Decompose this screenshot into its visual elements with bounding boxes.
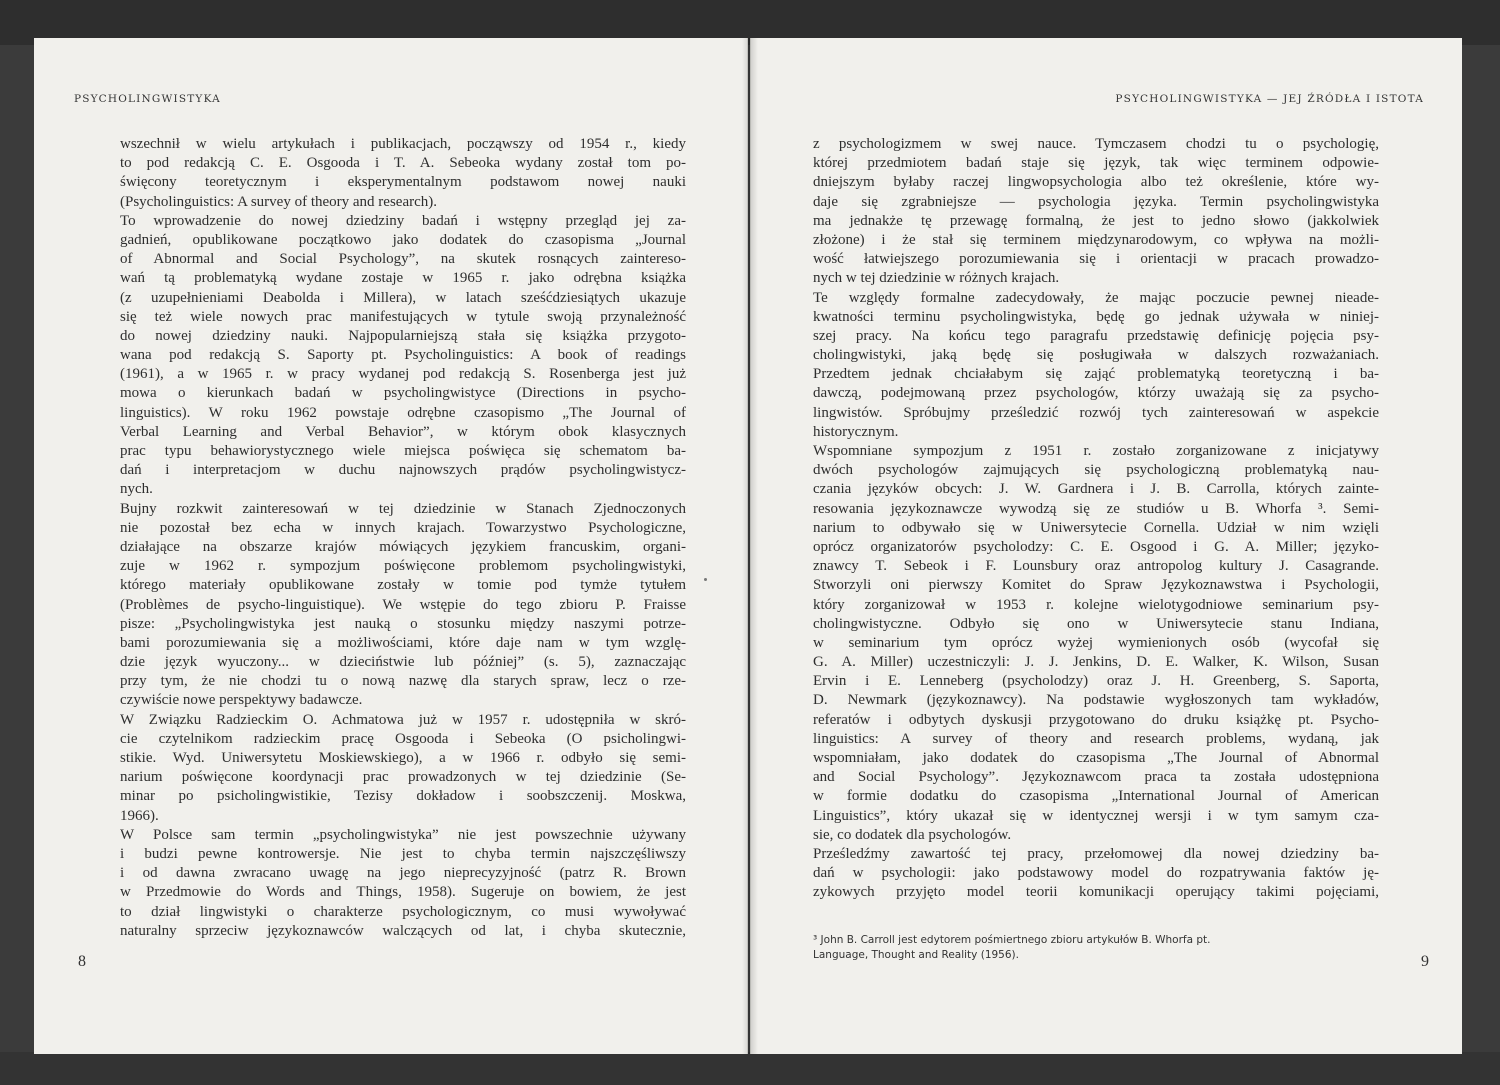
- scan-speck: [704, 578, 707, 581]
- text-line: prac typu behawiorystycznego wiele miejsca poświęca się schematom ba-: [120, 443, 686, 459]
- running-header-right: PSYCHOLINGWISTYKA — JEJ ŹRÓDŁA I ISTOTA: [1115, 93, 1424, 105]
- text-line: G. A. Miller) uczestniczyli: J. J. Jenkins, D. E. Walker, K. Wilson, Susan: [813, 654, 1379, 671]
- text-line: w Przedmowie do Words and Things, 1958). Sugeruje on bowiem, że jest: [120, 884, 686, 901]
- text-line: Te względy formalne zadecydowały, że mając poczucie pewnej nieade-: [813, 289, 1379, 306]
- text-line: wszechnił w wielu artykułach i publikacjach, począwszy od 1954 r., kiedy: [120, 136, 686, 152]
- left-page-body: [120, 135, 686, 941]
- footnote-line: Language, Thought and Reality (1956).: [813, 949, 1019, 961]
- text-line: and Social Psychology”. Językoznawcom praca ta została udostępniona: [813, 769, 1379, 786]
- text-line: złożone) i że stał się terminem międzynarodowym, co wpływa na możli-: [813, 231, 1379, 248]
- text-line: dawczą, podejmowaną przez psychologów, którzy uważają się za psycho-: [813, 385, 1379, 402]
- text-line: nie pozostał bez echa w innych krajach. Towarzystwo Psychologiczne,: [120, 519, 686, 536]
- text-line: to dział lingwistyki o charakterze psychologicznym, co musi wywoływać: [120, 903, 686, 920]
- text-line: lingwistów. Spróbujmy prześledzić rozwój tych zainteresowań w aspekcie: [813, 404, 1379, 421]
- text-line: Przedtem jednak chciałabym się zająć problematyką teoretyczną i ba-: [813, 366, 1379, 383]
- right-page-body: [813, 135, 1379, 903]
- text-line: wań tą problematyką wydane zostaje w 1965 r. jako odrębna książka: [120, 270, 686, 287]
- text-line: of Abnormal and Social Psychology”, na skutek rosnących zaintereso-: [120, 251, 686, 268]
- text-line: dniejszym byłaby raczej lingwopsychologia albo też określenie, które wy-: [813, 174, 1379, 191]
- page-number-left: 8: [78, 953, 86, 970]
- text-line: i budzi pewne kontrowersje. Nie jest to chyba termin najszczęśliwszy: [120, 845, 686, 862]
- text-line: czywiście nowe perspektywy badawcze.: [120, 692, 363, 709]
- footnote: [813, 933, 1403, 963]
- text-line: przy tym, że nie chodzi tu o nową nazwę dla starych spraw, lecz o rze-: [120, 673, 686, 690]
- text-line: oprócz organizatorów psycholodzy: C. E. Osgood i G. A. Miller; języko-: [813, 538, 1379, 555]
- text-line: sie, co dodatek dla psychologów.: [813, 826, 1012, 843]
- text-line: święcony teoretycznym i eksperymentalnym podstawom nowej nauki: [120, 174, 686, 191]
- text-line: nych.: [120, 481, 153, 498]
- text-line: w formie dodatku do czasopisma „International Journal of American: [813, 788, 1379, 805]
- scan-background-bottom: [0, 1052, 1500, 1085]
- text-line: Wspomniane sympozjum z 1951 r. zostało zorganizowane z inicjatywy: [813, 443, 1379, 459]
- text-line: cholingwistyki, jaką będę się posługiwała w dalszych rozważaniach.: [813, 347, 1379, 364]
- text-line: zykowych przyjęto model teorii komunikacji operujący takimi pojęciami,: [813, 884, 1379, 901]
- text-line: Stworzyli oni pierwszy Komitet do Spraw Językoznawstwa i Psychologii,: [813, 577, 1379, 594]
- text-line: minar po psicholingwistikie, Tezisy dokładow i soobszczenij. Moskwa,: [120, 788, 686, 805]
- text-line: to pod redakcją C. E. Osgooda i T. A. Sebeoka wydany został tom po-: [120, 155, 686, 172]
- text-line: z psychologizmem w swej nauce. Tymczasem chodzi tu o psychologię,: [813, 136, 1379, 152]
- text-line: linguistics: A survey of theory and research problems, wydaną, jak: [813, 730, 1379, 747]
- text-line: dań w psychologii: jako podstawowy model do rozpatrywania faktów ję-: [813, 865, 1379, 882]
- book-gutter: [742, 38, 758, 1054]
- text-line: (z uzupełnieniami Deabolda i Millera), w latach sześćdziesiątych ukazuje: [120, 289, 686, 306]
- text-line: To wprowadzenie do nowej dziedziny badań i wstępny przegląd jej za-: [120, 212, 686, 229]
- text-line: historycznym.: [813, 423, 899, 440]
- text-line: gadnień, opublikowane początkowo jako dodatek do czasopisma „Journal: [120, 231, 686, 248]
- text-line: bami porozumiewania się a możliwościami, które daje nam w tym wzglę-: [120, 634, 686, 651]
- text-line: w seminarium tym oprócz wyżej wymienionych osób (wycofał się: [813, 634, 1379, 651]
- text-line: Prześledźmy zawartość tej pracy, przełomowej dla nowej dziedziny ba-: [813, 845, 1379, 862]
- text-line: pisze: „Psycholingwistyka jest nauką o stosunku między naszymi potrze-: [120, 615, 686, 632]
- text-line: mowa o kierunkach badań w psycholingwistyce (Directions in psycho-: [120, 385, 686, 402]
- text-line: Linguistics”, który ukazał się w identycznej wersji i w tym samym cza-: [813, 807, 1379, 824]
- text-line: stikie. Wyd. Uniwersytetu Moskiewskiego), a w 1966 r. odbyło się semi-: [120, 750, 686, 766]
- text-line: szej pracy. Na końcu tego paragrafu przedstawię definicję pojęcia psy-: [813, 327, 1379, 344]
- text-line: Verbal Learning and Verbal Behavior”, w którym obok klasycznych: [120, 423, 686, 440]
- text-line: którego materiały opublikowane zostały w tomie pod tymże tytułem: [120, 577, 686, 594]
- text-line: wość łatwiejszego porozumiewania się i orientacji w pracach prowadzo-: [813, 251, 1379, 268]
- text-line: W Polsce sam termin „psycholingwistyka” nie jest powszechnie używany: [120, 826, 686, 843]
- text-line: naturalny sprzeciw językoznawców walczących od lat, i chyba skutecznie,: [120, 922, 686, 939]
- text-line: Bujny rozkwit zainteresowań w tej dziedzinie w Stanach Zjednoczonych: [120, 500, 686, 517]
- page-number-right: 9: [1421, 953, 1429, 970]
- text-line: 1966).: [120, 807, 159, 824]
- text-line: D. Newmark (językoznawcy). Na podstawie wygłoszonych tam wykładów,: [813, 692, 1379, 709]
- text-line: nych w tej dziedzinie w różnych krajach.: [813, 270, 1060, 287]
- text-line: linguistics). W roku 1962 powstaje odrębne czasopismo „The Journal of: [120, 404, 686, 421]
- footnote-line: ³ John B. Carroll jest edytorem pośmiertnego zbioru artykułów B. Whorfa pt.: [813, 934, 1211, 946]
- text-line: czania języków obcych: J. W. Gardnera i J. B. Carrolla, których zainte-: [813, 481, 1379, 498]
- text-line: zuje w 1962 r. sympozjum poświęcone problemom psycholingwistyki,: [120, 558, 686, 575]
- text-line: kwatności terminu psycholingwistyka, będę go jednak używała w niniej-: [813, 308, 1379, 325]
- text-line: narium poświęcone koordynacji prac prowadzonych w tej dziedzinie (Se-: [120, 769, 686, 786]
- right-page: [750, 38, 1462, 1054]
- text-line: daje się zgrabniejsze — psychologia języka. Termin psycholingwistyka: [813, 193, 1379, 210]
- text-line: dzie język wyuczony... w dzieciństwie lub później” (s. 5), zaznaczając: [120, 654, 686, 671]
- text-line: cholingwistyczne. Odbyło się ono w Uniwersytecie stanu Indiana,: [813, 615, 1379, 632]
- text-line: i od dawna zwracano uwagę na jego nieprecyzyjność (patrz R. Brown: [120, 865, 686, 882]
- text-line: W Związku Radzieckim O. Achmatowa już w 1957 r. udostępniła w skró-: [120, 711, 686, 728]
- text-line: Ervin i E. Lenneberg (psycholodzy) oraz J. H. Greenberg, S. Saporta,: [813, 673, 1379, 690]
- text-line: działające na obszarze krajów mówiących językiem francuskim, organi-: [120, 538, 686, 555]
- running-header-left: PSYCHOLINGWISTYKA: [74, 93, 221, 105]
- text-line: (1961), a w 1965 r. w pracy wydanej pod redakcją S. Rosenberga jest już: [120, 366, 686, 383]
- text-line: do nowej dziedziny nauki. Najpopularniejszą stała się książka przygoto-: [120, 327, 686, 344]
- left-page: [34, 38, 748, 1054]
- text-line: wana pod redakcją S. Saporty pt. Psycholinguistics: A book of readings: [120, 347, 686, 364]
- text-line: (Problèmes de psycho-linguistique). We wstępie do tego zbioru P. Fraisse: [120, 596, 686, 613]
- text-line: której przedmiotem badań staje się język, tak więc terminem odpowie-: [813, 155, 1379, 172]
- text-line: resowania językoznawcze wywodzą się ze studiów u B. Whorfa ³. Semi-: [813, 500, 1379, 517]
- text-line: (Psycholinguistics: A survey of theory and research).: [120, 193, 438, 210]
- text-line: dwóch psychologów zajmujących się psychologiczną problematyką nau-: [813, 462, 1379, 479]
- text-line: cie czytelnikom radzieckim pracę Osgooda i Sebeoka (O psicholingwi-: [120, 730, 686, 747]
- text-line: referatów i odbytych dyskusji przygotowano do druku książkę pt. Psycho-: [813, 711, 1379, 728]
- text-line: się też wiele nowych prac manifestujących w tytule swoją przynależność: [120, 308, 686, 325]
- text-line: który zorganizował w 1953 r. kolejne wielotygodniowe seminarium psy-: [813, 596, 1379, 613]
- text-line: ma jednakże tę przewagę formalną, że jest to jedno słowo (jakkolwiek: [813, 212, 1379, 229]
- text-line: wspomniałam, jako dodatek do czasopisma „The Journal of Abnormal: [813, 750, 1379, 766]
- text-line: narium to odbywało się w Uniwersytecie Cornella. Udział w nim wzięli: [813, 519, 1379, 536]
- text-line: dań i interpretacjom w duchu najnowszych prądów psycholingwistycz-: [120, 462, 686, 479]
- text-line: znawcy T. Sebeok i F. Lounsbury oraz antropolog kultury J. Casagrande.: [813, 558, 1379, 575]
